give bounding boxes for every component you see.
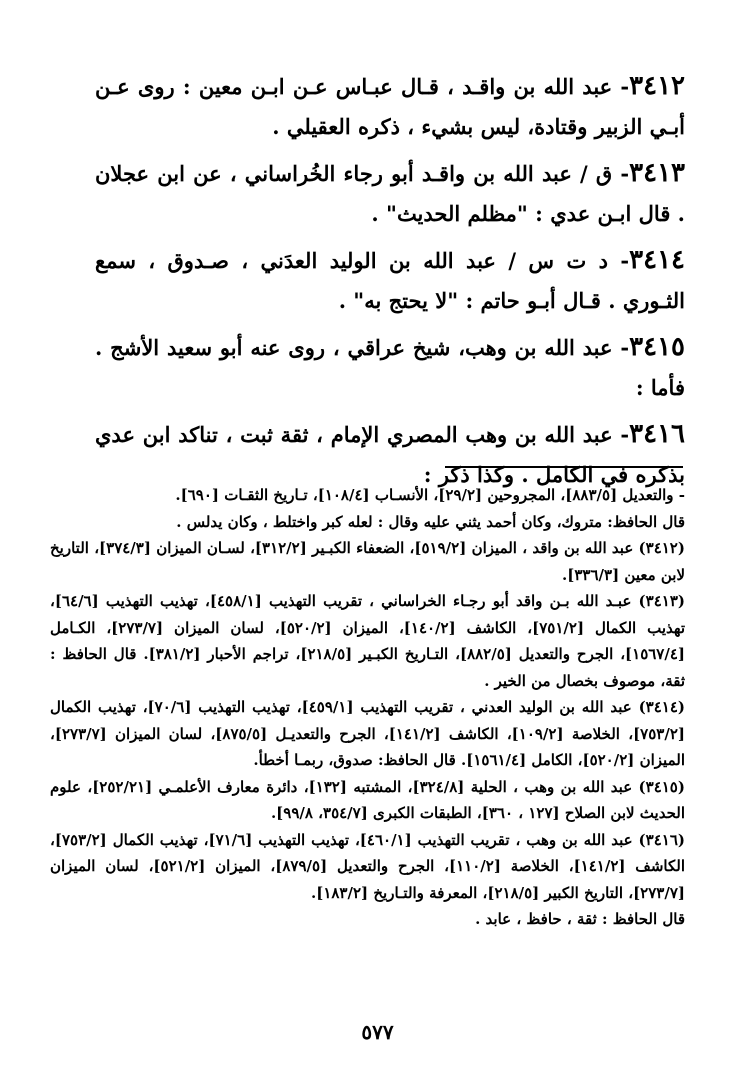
footnote: (٣٤١٣) عبـد الله بـن واقد أبو رجـاء الخراساني ، تقريب التهذيب [٤٥٨/١]، تهذيب التهذيب [٦٤/٦]، تهذيب الكمال [٧٥١/٢]، الكاشف [١٤٠/٢]، الميزان [٥٢٠/٢]، لسان الميزان [٢٧٣/٧]، الكـامل [١٥٦٧/٤]، الجرح والتعديل [٨٨٢/٥]، التـاريخ الكبـير [٢١٨/٥]، تراجم الأحبار [٣٨١/٢]. قال الحافظ : ثقة، موصوف بخصال من الخير . xyxy=(50,592,686,690)
entry-text: عبد الله بن وهب المصري الإمام ، ثقة ثبت ، تناكد ابن عدي بذكره في الكامل . وكذا ذكر : xyxy=(95,422,685,487)
entry: ٣٤١٣- ق / عبد الله بن واقـد أبو رجاء الخُراساني ، عن ابن عجلان . قال ابـن عدي : "مظلم الحديث" . xyxy=(95,158,685,226)
footnote: (٣٤١٤) عبد الله بن الوليد العدني ، تقريب التهذيب [٤٥٩/١]، تهذيب التهذيب [٧٠/٦]، تهذيب الكمال [٧٥٣/٢]، الخلاصة [١٠٩/٢]، الكاشف [١٤١/٢]، الجرح والتعديـل [٨٧٥/٥]، لسان الميزان [٢٧٣/٧]، الميزان [٥٢٠/٢]، الكامل [١٥٦١/٤]. قال الحافظ: صدوق، ربمـا أخطأ. xyxy=(50,698,686,769)
entry-text: د ت س / عبد الله بن الوليد العدَني ، صـدوق ، سمع الثـوري . قـال أبـو حاتم : "لا يحتج به" . xyxy=(95,248,685,313)
footnote: - والتعديل [٨٨٣/٥]، المجروحين [٢٩/٢]، الأنسـاب [١٠٨/٤]، تـاريخ الثقـات [٦٩٠]. xyxy=(175,486,685,504)
entry: ٣٤١٤- د ت س / عبد الله بن الوليد العدَني ، صـدوق ، سمع الثـوري . قـال أبـو حاتم : "لا يحتج به" . xyxy=(95,245,686,313)
footnote: (٣٤١٦) عبد الله بن وهب ، تقريب التهذيب [٤٦٠/١]، تهذيب التهذيب [٧١/٦]، تهذيب الكمال [٧٥٣/٢]، الكاشف [١٤١/٢]، الخلاصة [١١٠/٢]، الجرح والتعديل [٨٧٩/٥]، الميزان [٥٢١/٢]، لسان الميزان [٢٧٣/٧]، التاريخ الكبير [٢١٨/٥]، المعرفة والتـاريخ [١٨٣/٢]. xyxy=(50,830,685,902)
entry-text: عبد الله بن وهب، شيخ عراقي ، روى عنه أبو سعيد الأشج . فأما : xyxy=(95,335,685,400)
footnotes xyxy=(50,482,685,933)
entry-number: ٣٤١٣ xyxy=(629,158,685,188)
footnote-separator xyxy=(445,466,683,468)
entry-number: ٣٤١٦ xyxy=(629,419,685,449)
entry-number: ٣٤١٥ xyxy=(629,332,685,362)
entry-text: ق / عبد الله بن واقـد أبو رجاء الخُراساني ، عن ابن عجلان . قال ابـن عدي : "مظلم الحديث" . xyxy=(95,161,685,226)
footnote: (٣٤١٢) عبد الله بن واقد ، الميزان [٥١٩/٢]، الضعفاء الكبـير [٣١٢/٢]، لسـان الميزان [٣٧٤/٣]، التاريخ لابن معين [٣٣٦/٣]. xyxy=(50,539,685,584)
entry: ٣٤١٢- عبد الله بن واقـد ، قـال عبـاس عـن ابـن معين : روى عـن أبـي الزبير وقتادة، ليس بشيء ، ذكره العقيلي . xyxy=(95,71,685,139)
entry-text: عبد الله بن واقـد ، قـال عبـاس عـن ابـن معين : روى عـن أبـي الزبير وقتادة، ليس بشيء ، ذكره العقيلي . xyxy=(95,74,685,139)
entry: ٣٤١٥- عبد الله بن وهب، شيخ عراقي ، روى عنه أبو سعيد الأشج . فأما : xyxy=(95,332,685,400)
entry-number: ٣٤١٤ xyxy=(629,245,686,275)
entry-number: ٣٤١٢ xyxy=(629,71,685,101)
footnote: قال الحافظ: متروك، وكان أحمد يثني عليه وقال : لعله كبر واختلط ، وكان يدلس . xyxy=(176,512,685,531)
footnote: قال الحافظ : ثقة ، حافظ ، عابد . xyxy=(475,910,685,928)
page-number: ٥٧٧ xyxy=(361,1020,394,1044)
footnote: (٣٤١٥) عبد الله بن وهب ، الحلية [٣٢٤/٨]، المشتبه [١٣٢]، دائرة معارف الأعلمـي [٢٥٢/٢١]، علوم الحديث لابن الصلاح [١٢٧ ، ٣٦٠]، الطبقات الكبرى [٣٥٤/٧، ٩٩/٨]. xyxy=(50,777,685,822)
main-text xyxy=(95,66,685,501)
entry: ٣٤١٦- عبد الله بن وهب المصري الإمام ، ثقة ثبت ، تناكد ابن عدي بذكره في الكامل . وكذا ذكر : xyxy=(95,419,685,487)
